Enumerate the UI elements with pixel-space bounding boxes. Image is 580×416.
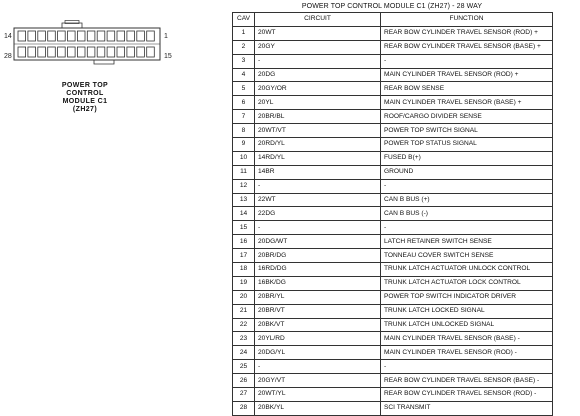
connector-cavity: [137, 31, 145, 41]
cell-circuit: -: [255, 54, 381, 68]
connector-cavity: [107, 47, 115, 57]
table-title: POWER TOP CONTROL MODULE C1 (ZH27) - 28 WAY: [301, 3, 483, 10]
connector-cavity: [97, 47, 105, 57]
cell-circuit: 20WT/YL: [255, 388, 381, 402]
cell-function: TRUNK LATCH LOCKED SIGNAL: [381, 304, 553, 318]
table-row: [233, 207, 553, 221]
connector-cavity: [28, 31, 36, 41]
connector-cavity: [77, 31, 85, 41]
connector-cavity: [38, 31, 46, 41]
cell-cav: 16: [233, 235, 255, 249]
cell-function: REAR BOW CYLINDER TRAVEL SENSOR (BASE) -: [381, 374, 553, 388]
cell-circuit: -: [255, 221, 381, 235]
cell-function: LATCH RETAINER SWITCH SENSE: [381, 235, 553, 249]
cell-function: REAR BOW CYLINDER TRAVEL SENSOR (ROD) -: [381, 388, 553, 402]
cell-function: FUSED B(+): [381, 151, 553, 165]
cell-cav: 13: [233, 193, 255, 207]
connector-cavity: [87, 31, 95, 41]
table-row: [233, 26, 553, 40]
cell-cav: 24: [233, 346, 255, 360]
header-cav: CAV: [233, 13, 255, 27]
table-row: [233, 304, 553, 318]
cell-function: TRUNK LATCH ACTUATOR LOCK CONTROL: [381, 276, 553, 290]
cell-function: CAN B BUS (+): [381, 193, 553, 207]
cell-circuit: 20BR/BL: [255, 110, 381, 124]
cell-circuit: 22DG: [255, 207, 381, 221]
cell-cav: 15: [233, 221, 255, 235]
cell-function: POWER TOP SWITCH INDICATOR DRIVER: [381, 290, 553, 304]
cell-cav: 19: [233, 276, 255, 290]
cell-circuit: 16BK/DG: [255, 276, 381, 290]
table-row: [233, 96, 553, 110]
cell-circuit: 20BR/DG: [255, 249, 381, 263]
cell-function: REAR BOW CYLINDER TRAVEL SENSOR (BASE) +: [381, 40, 553, 54]
cell-function: POWER TOP SWITCH SIGNAL: [381, 124, 553, 138]
cell-cav: 4: [233, 68, 255, 82]
cell-cav: 17: [233, 249, 255, 263]
table-row: [233, 40, 553, 54]
table-row: [233, 401, 553, 415]
cell-function: -: [381, 54, 553, 68]
connector-cavity: [68, 31, 76, 41]
cell-circuit: 20BR/VT: [255, 304, 381, 318]
table-row: [233, 235, 553, 249]
cell-function: TRUNK LATCH UNLOCKED SIGNAL: [381, 318, 553, 332]
cell-function: -: [381, 221, 553, 235]
connector-cavity: [97, 31, 105, 41]
cell-circuit: 20DG/YL: [255, 346, 381, 360]
cell-cav: 23: [233, 332, 255, 346]
cell-cav: 11: [233, 165, 255, 179]
cell-cav: 25: [233, 360, 255, 374]
cell-cav: 6: [233, 96, 255, 110]
table-row: [233, 276, 553, 290]
cell-function: TONNEAU COVER SWITCH SENSE: [381, 249, 553, 263]
connector-cavity: [107, 31, 115, 41]
table-row: [233, 290, 553, 304]
connector-cavity: [137, 47, 145, 57]
connector-cavity: [48, 47, 56, 57]
table-row: [233, 82, 553, 96]
cell-function: MAIN CYLINDER TRAVEL SENSOR (BASE) +: [381, 96, 553, 110]
cell-function: -: [381, 179, 553, 193]
cell-function: MAIN CYLINDER TRAVEL SENSOR (ROD) -: [381, 346, 553, 360]
cell-circuit: 20GY/OR: [255, 82, 381, 96]
cell-cav: 7: [233, 110, 255, 124]
table-row: [233, 221, 553, 235]
cell-circuit: 20BK/VT: [255, 318, 381, 332]
pin-label-28: 28: [4, 53, 12, 60]
cell-cav: 5: [233, 82, 255, 96]
cell-circuit: 20DG: [255, 68, 381, 82]
table-row: [233, 151, 553, 165]
pin-label-15: 15: [164, 53, 172, 60]
cell-circuit: 20BR/YL: [255, 290, 381, 304]
cell-function: -: [381, 360, 553, 374]
connector-cavity: [58, 47, 66, 57]
connector-cavity: [58, 31, 66, 41]
cell-circuit: 20YL/RD: [255, 332, 381, 346]
table-row: [233, 346, 553, 360]
connector-cavity: [147, 47, 155, 57]
table-row: [233, 110, 553, 124]
table-row: [233, 124, 553, 138]
caption-line: (ZH27): [72, 106, 98, 113]
table-row: [233, 360, 553, 374]
connector-cavity: [117, 31, 125, 41]
cell-cav: 21: [233, 304, 255, 318]
cell-cav: 14: [233, 207, 255, 221]
table-row: [233, 374, 553, 388]
table-row: [233, 193, 553, 207]
cell-function: MAIN CYLINDER TRAVEL SENSOR (ROD) +: [381, 68, 553, 82]
cell-cav: 10: [233, 151, 255, 165]
connector-cavity: [77, 47, 85, 57]
header-circuit: CIRCUIT: [255, 13, 381, 27]
cell-function: CAN B BUS (-): [381, 207, 553, 221]
table-row: [233, 332, 553, 346]
connector-caption: [40, 82, 130, 114]
connector-cavity: [147, 31, 155, 41]
cell-cav: 27: [233, 388, 255, 402]
cell-cav: 28: [233, 401, 255, 415]
table-row: [233, 388, 553, 402]
cell-function: GROUND: [381, 165, 553, 179]
caption-line: POWER TOP: [61, 82, 109, 89]
table-row: [233, 68, 553, 82]
table-row: [233, 249, 553, 263]
connector-cavity: [18, 47, 26, 57]
cell-function: SCI TRANSMIT: [381, 401, 553, 415]
pin-label-1: 1: [164, 33, 168, 40]
caption-line: MODULE C1: [62, 98, 108, 105]
table-row: [233, 179, 553, 193]
cell-cav: 20: [233, 290, 255, 304]
cell-circuit: -: [255, 179, 381, 193]
connector-face-drawing: [4, 20, 174, 66]
cell-function: TRUNK LATCH ACTUATOR UNLOCK CONTROL: [381, 263, 553, 277]
cell-cav: 18: [233, 263, 255, 277]
cell-circuit: 20DG/WT: [255, 235, 381, 249]
cell-cav: 12: [233, 179, 255, 193]
connector-cavity: [127, 31, 135, 41]
connector-diagram: [4, 20, 174, 66]
header-function: FUNCTION: [381, 13, 553, 27]
table-row: [233, 138, 553, 152]
cell-function: REAR BOW SENSE: [381, 82, 553, 96]
cell-function: REAR BOW CYLINDER TRAVEL SENSOR (ROD) +: [381, 26, 553, 40]
connector-cavity: [68, 47, 76, 57]
pinout-table: [232, 12, 553, 416]
cell-cav: 22: [233, 318, 255, 332]
cell-cav: 2: [233, 40, 255, 54]
pin-label-14: 14: [4, 33, 12, 40]
table-row: [233, 54, 553, 68]
cell-cav: 8: [233, 124, 255, 138]
cell-circuit: -: [255, 360, 381, 374]
cell-function: ROOF/CARGO DIVIDER SENSE: [381, 110, 553, 124]
table-row: [233, 318, 553, 332]
cell-circuit: 14RD/YL: [255, 151, 381, 165]
cell-circuit: 20BK/YL: [255, 401, 381, 415]
cell-circuit: 20GY/VT: [255, 374, 381, 388]
cell-circuit: 20RD/YL: [255, 138, 381, 152]
table-header-row: [233, 13, 553, 27]
cell-circuit: 16RD/DG: [255, 263, 381, 277]
cell-circuit: 22WT: [255, 193, 381, 207]
cell-cav: 26: [233, 374, 255, 388]
cell-cav: 1: [233, 26, 255, 40]
connector-cavity: [117, 47, 125, 57]
cell-circuit: 20WT: [255, 26, 381, 40]
cell-circuit: 20YL: [255, 96, 381, 110]
connector-cavity: [127, 47, 135, 57]
table-row: [233, 165, 553, 179]
caption-line: CONTROL: [66, 90, 104, 97]
connector-cavity: [38, 47, 46, 57]
cell-circuit: 14BR: [255, 165, 381, 179]
cell-cav: 9: [233, 138, 255, 152]
cell-function: MAIN CYLINDER TRAVEL SENSOR (BASE) -: [381, 332, 553, 346]
connector-cavity: [48, 31, 56, 41]
cell-circuit: 20GY: [255, 40, 381, 54]
cell-cav: 3: [233, 54, 255, 68]
connector-cavity: [87, 47, 95, 57]
cell-circuit: 20WT/VT: [255, 124, 381, 138]
connector-cavity: [28, 47, 36, 57]
cell-function: POWER TOP STATUS SIGNAL: [381, 138, 553, 152]
connector-cavity: [18, 31, 26, 41]
table-row: [233, 263, 553, 277]
